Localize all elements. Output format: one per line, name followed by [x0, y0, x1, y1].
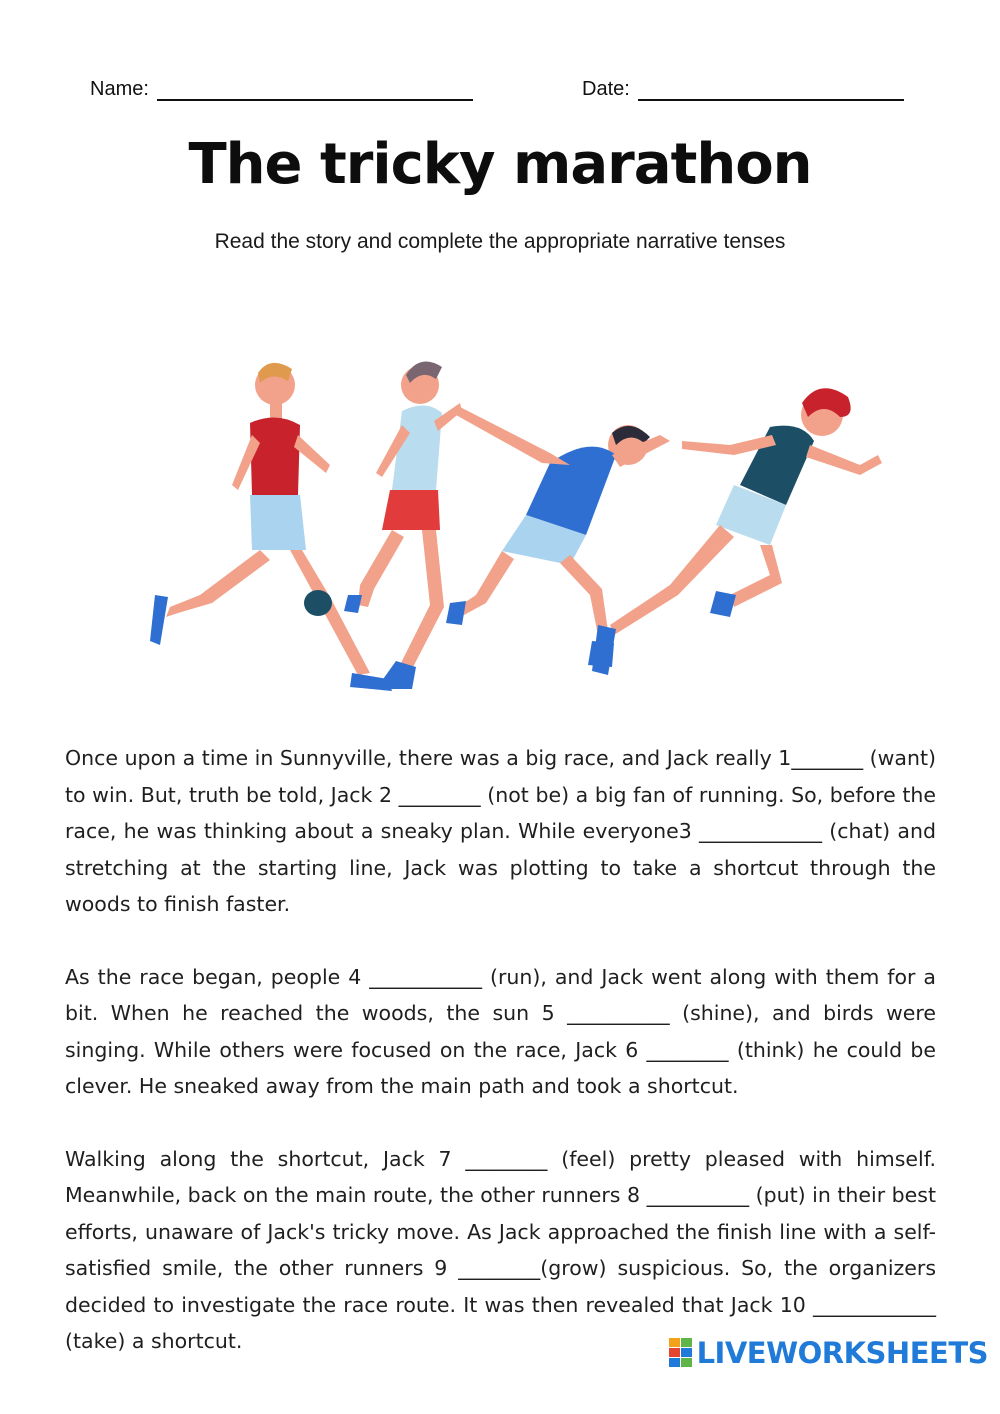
story-paragraph-1: Once upon a time in Sunnyville, there was a big race, and Jack really 1_______ (want) to win. But, truth be told, Jack 2 ________ (not be) a big fan of running. So, before the race, he was thinking about a sneaky plan. While everyone3 ____________ (chat) and stretching at the starting line, Jack was plotting to take a shortcut through the woods to finish faster. [65, 746, 936, 916]
page-title: The tricky marathon [188, 132, 812, 197]
liveworksheets-logo-icon [669, 1338, 693, 1368]
story-paragraph-2: As the race began, people 4 ___________ (run), and Jack went along with them for a bit. When he reached the woods, the sun 5 __________ (shine), and birds were singing. While others were focused on the race, Jack 6 ________ (think) he could be clever. He sneaked away from the main path and took a shortcut. [65, 964, 936, 1098]
runners-illustration-icon [130, 345, 900, 705]
runner-red-shorts [344, 362, 462, 689]
liveworksheets-brand[interactable] [669, 1336, 988, 1370]
runner-red-tank [150, 363, 392, 691]
date-write-line[interactable] [638, 81, 904, 101]
story-paragraph-3: Walking along the shortcut, Jack 7 ________ (feel) pretty pleased with himself. Meanwhile, back on the main route, the other runners 8 __________ (put) in their best efforts, unaware of Jack's tricky move. As Jack approached the finish line with a self-satisfied smile, the other runners 9 ________(grow) suspicious. So, the organizers decided to investigate the race route. It was then revealed that Jack 10 ____________ (take) a shortcut. [65, 1146, 936, 1353]
name-write-line[interactable] [157, 81, 473, 101]
name-label: Name: [90, 78, 149, 100]
runner-blue-singlet [446, 407, 670, 667]
instructions: Read the story and complete the appropriate narrative tenses [214, 230, 786, 253]
worksheet-header [90, 78, 912, 108]
date-label: Date: [582, 78, 630, 100]
story-text [65, 740, 936, 1396]
name-field [90, 78, 473, 101]
date-field [582, 78, 904, 101]
brand-text: LIVEWORKSHEETS [696, 1336, 988, 1370]
